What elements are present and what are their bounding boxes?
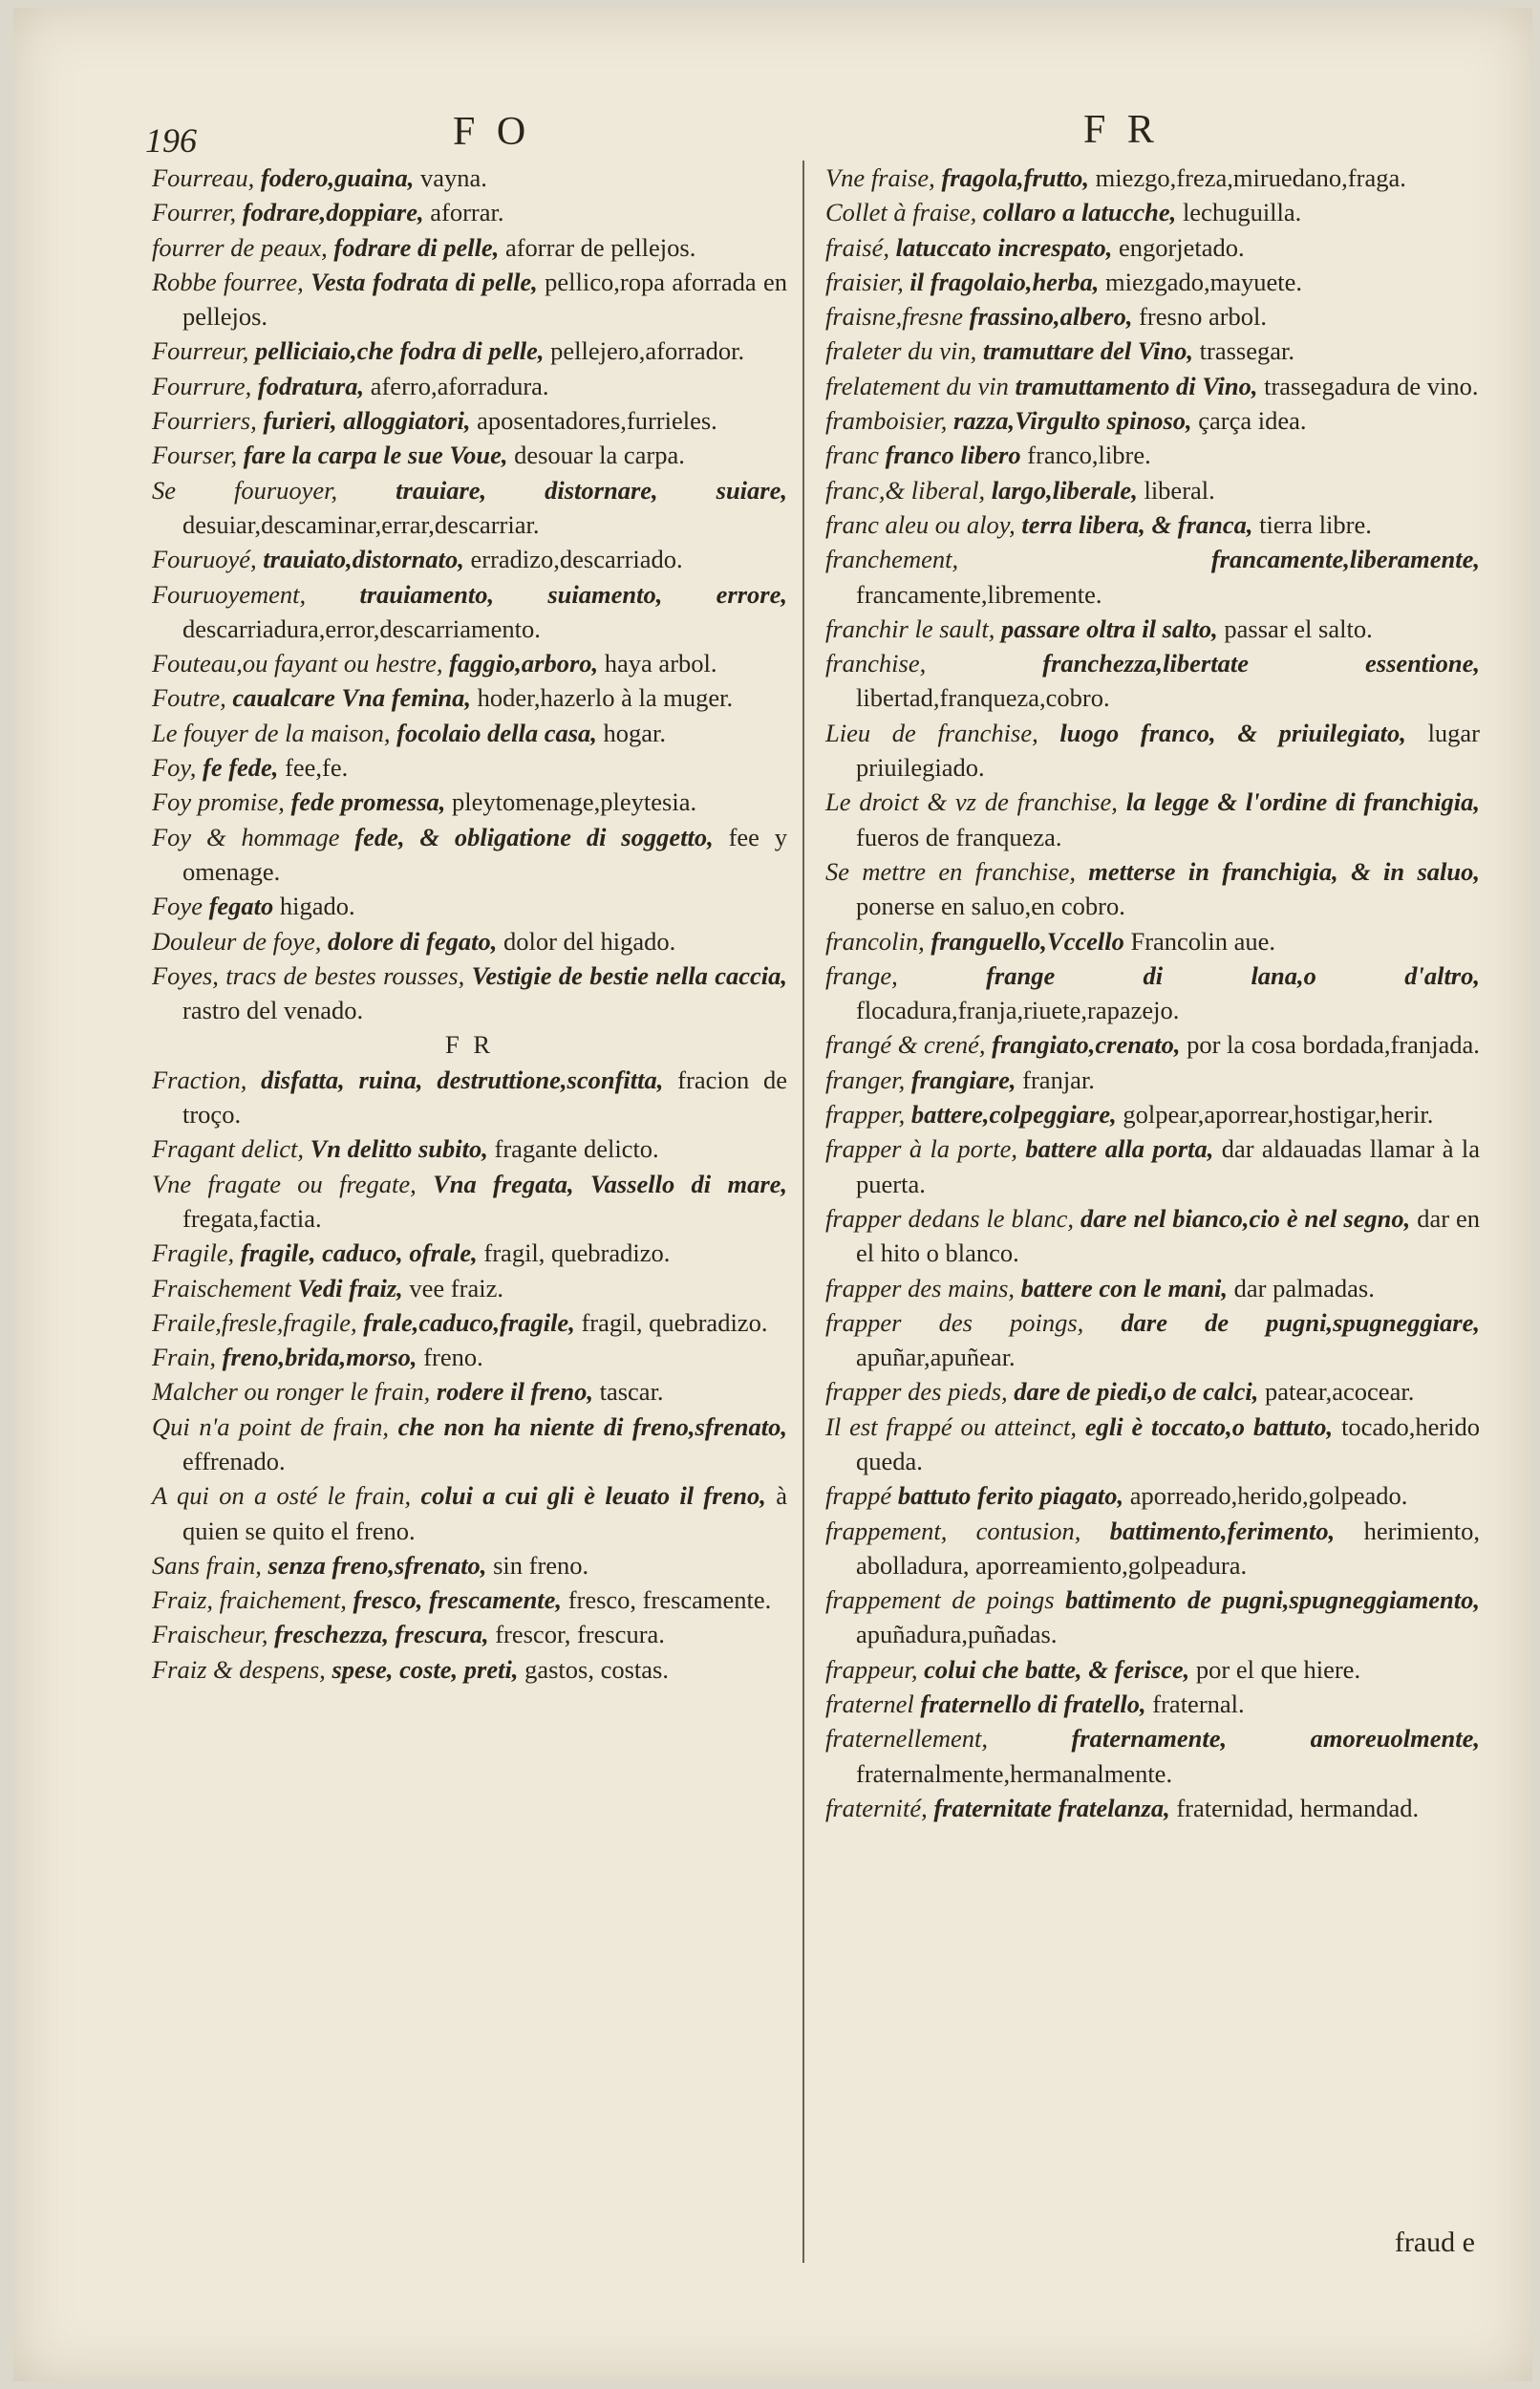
entry-fr: frapper à la porte, — [825, 1134, 1017, 1164]
entry-it: frangiato,crenato, — [992, 1030, 1181, 1060]
entry-es: descarriadura,error,descarriamento. — [182, 613, 541, 643]
entry-it: il fragolaio,herba, — [909, 267, 1100, 296]
entry-es: haya arbol. — [604, 649, 717, 678]
entry-it: freno,brida,morso, — [222, 1343, 417, 1372]
entry-fr: Fourrure, — [152, 371, 252, 400]
entry-fr: fraternel — [825, 1690, 914, 1719]
entry-it: fede, & obligatione di soggetto, — [354, 822, 714, 851]
entry-fr: frange, — [825, 960, 898, 990]
entry-it: terra libera, & franca, — [1021, 509, 1253, 539]
entry-fr: frapper dedans le blanc, — [825, 1203, 1075, 1233]
dictionary-entry — [825, 1097, 1480, 1131]
entry-it: trauiamento, suiamento, errore, — [359, 579, 787, 609]
column-rule — [802, 161, 804, 2263]
entry-it: fede promessa, — [290, 787, 446, 817]
entry-es: Francolin aue. — [1130, 926, 1276, 956]
entry-fr: Collet à fraise, — [825, 198, 977, 227]
entry-fr: Fragile, — [152, 1238, 235, 1268]
dictionary-entry — [152, 1652, 787, 1687]
entry-it: tramuttamento di Vino, — [1015, 371, 1258, 400]
entry-fr: frappement, contusion, — [825, 1516, 1081, 1545]
entry-fr: Douleur de foye, — [152, 926, 322, 956]
dictionary-entry — [152, 1131, 787, 1166]
entry-es: higado. — [279, 892, 355, 921]
entry-fr: Sans frain, — [152, 1550, 262, 1580]
entry-es: pellico,ropa aforrada en pellejos. — [182, 267, 787, 332]
dictionary-entry — [825, 1271, 1480, 1305]
dictionary-entry — [825, 265, 1480, 299]
entry-fr: Fourriers, — [152, 406, 257, 436]
dictionary-entry — [152, 1617, 787, 1651]
dictionary-entry — [825, 334, 1480, 368]
dictionary-entry — [152, 1410, 787, 1479]
dictionary-entry — [825, 1027, 1480, 1062]
entry-es: liberal. — [1144, 475, 1215, 505]
dictionary-entry — [825, 1201, 1480, 1271]
entry-fr: Il est frappé ou atteinct, — [825, 1411, 1077, 1441]
entry-fr: fraisé, — [825, 232, 889, 262]
entry-es: apuñadura,puñadas. — [856, 1620, 1058, 1649]
entry-it: dare de piedi,o de calci, — [1014, 1377, 1259, 1407]
left-column — [152, 161, 787, 1687]
entry-fr: Vne fraise, — [825, 163, 935, 192]
entry-fr: franchement, — [825, 545, 959, 574]
entry-fr: frangé & crené, — [825, 1030, 986, 1060]
entry-fr: Fourrer, — [152, 198, 237, 227]
running-header — [13, 92, 1532, 160]
dictionary-entry — [152, 924, 787, 958]
entry-fr: Frain, — [152, 1343, 216, 1372]
entry-es: pellejero,aforrador. — [550, 336, 745, 366]
entry-fr: Fouteau,ou fayant ou hestre, — [152, 649, 443, 678]
dictionary-entry — [152, 334, 787, 368]
entry-es: fresno arbol. — [1139, 302, 1268, 332]
header-left: F O — [453, 110, 532, 154]
dictionary-entry — [825, 854, 1480, 924]
entry-es: dolor del higado. — [503, 926, 676, 956]
entry-es: miezgado,mayuete. — [1105, 267, 1303, 296]
entry-it: battere con le mani, — [1020, 1273, 1229, 1302]
dictionary-entry — [825, 1374, 1480, 1409]
dictionary-entry — [152, 1167, 787, 1237]
dictionary-entry — [825, 1721, 1480, 1791]
entry-fr: Malcher ou ronger le frain, — [152, 1377, 431, 1407]
entry-es: flocadura,franja,riuete,rapazejo. — [856, 996, 1180, 1025]
dictionary-entry — [152, 1582, 787, 1617]
entry-fr: A qui on a osté le frain, — [152, 1481, 412, 1511]
entry-es: fraternalmente,hermanalmente. — [856, 1758, 1173, 1788]
entry-it: largo,liberale, — [991, 475, 1138, 505]
dictionary-entry — [825, 1063, 1480, 1097]
entry-it: fresco, frescamente, — [353, 1585, 563, 1615]
dictionary-entry — [152, 1236, 787, 1270]
entry-es: vayna. — [419, 163, 487, 192]
entry-it: battere alla porta, — [1025, 1134, 1214, 1164]
dictionary-entry — [152, 1374, 787, 1409]
dictionary-entry — [152, 1340, 787, 1374]
dictionary-entry — [825, 438, 1480, 472]
entry-es: desouar la carpa. — [514, 441, 685, 470]
entry-es: tocado,herido queda. — [856, 1411, 1481, 1475]
entry-fr: Se fouruoyer, — [152, 475, 338, 505]
entry-es: dar en el hito o blanco. — [856, 1203, 1480, 1268]
entry-es: aposentadores,furrieles. — [477, 406, 717, 436]
dictionary-entry — [152, 403, 787, 438]
entry-it: fraternello di fratello, — [920, 1690, 1146, 1719]
entry-it: fragile, caduco, ofrale, — [240, 1238, 478, 1268]
entry-es: effrenado. — [182, 1446, 286, 1475]
entry-es: tierra libre. — [1259, 509, 1372, 539]
entry-it: fodero,guaina, — [260, 163, 415, 192]
entry-it: fraternamente, amoreuolmente, — [1071, 1724, 1481, 1754]
entry-es: trassegar. — [1199, 336, 1294, 366]
entry-it: metterse in franchigia, & in saluo, — [1088, 856, 1480, 886]
dictionary-entry — [152, 230, 787, 265]
entry-es: frescor, frescura. — [495, 1620, 665, 1649]
entry-it: Vesta fodrata di pelle, — [310, 267, 538, 296]
dictionary-entry — [825, 646, 1480, 716]
entry-fr: fraisne,fresne — [825, 302, 964, 332]
entry-it: collaro a latucche, — [982, 198, 1177, 227]
entry-es: erradizo,descarriado. — [470, 545, 683, 574]
entry-fr: Fraiz & despens, — [152, 1654, 326, 1684]
entry-fr: frelatement du vin — [825, 371, 1009, 400]
catchword: fraud e — [1394, 2227, 1475, 2258]
entry-it: disfatta, ruina, destruttione,sconfitta, — [261, 1065, 664, 1094]
entry-es: herimiento, abolladura, aporreamiento,golpeadura. — [856, 1516, 1481, 1580]
dictionary-entry — [825, 1410, 1480, 1479]
entry-es: aforrar de pellejos. — [504, 232, 696, 262]
entry-es: vee fraiz. — [409, 1273, 503, 1302]
entry-es: rastro del venado. — [182, 996, 364, 1025]
entry-it: trauiare, distornare, suiare, — [396, 475, 787, 505]
dictionary-entry — [825, 161, 1480, 195]
entry-es: por el que hiere. — [1195, 1654, 1361, 1684]
dictionary-entry — [825, 716, 1480, 786]
entry-it: Vn delitto subito, — [310, 1134, 488, 1164]
dictionary-entry — [825, 299, 1480, 334]
entry-fr: frapper des mains, — [825, 1273, 1016, 1302]
dictionary-entry — [825, 507, 1480, 542]
dictionary-entry — [152, 889, 787, 923]
entry-es: engorjetado. — [1118, 232, 1245, 262]
entry-fr: fraternellement, — [825, 1724, 988, 1754]
entry-fr: Fragant delict, — [152, 1134, 304, 1164]
entry-it: senza freno,sfrenato, — [267, 1550, 487, 1580]
dictionary-entry — [825, 1478, 1480, 1513]
entry-es: sin freno. — [493, 1550, 589, 1580]
entry-fr: fourrer de peaux, — [152, 232, 328, 262]
dictionary-entry — [825, 1131, 1480, 1201]
entry-it: dare nel bianco,cio è nel segno, — [1080, 1203, 1411, 1233]
entry-it: franco libero — [885, 441, 1021, 470]
entry-es: lechuguilla. — [1182, 198, 1302, 227]
entry-es: trassegadura de vino. — [1264, 371, 1479, 400]
entry-es: aforrar. — [430, 198, 504, 227]
dictionary-entry — [152, 1063, 787, 1132]
entry-fr: Se mettre en franchise, — [825, 856, 1076, 886]
entry-es: golpear,aporrear,hostigar,herir. — [1123, 1100, 1434, 1130]
entry-fr: frappement de poings — [825, 1585, 1055, 1615]
entry-it: frangiare, — [910, 1065, 1016, 1094]
entry-fr: Qui n'a point de frain, — [152, 1411, 390, 1441]
entry-es: pleytomenage,pleytesia. — [452, 787, 697, 817]
entry-it: fodrare,doppiare, — [242, 198, 424, 227]
dictionary-entry — [152, 473, 787, 543]
dictionary-entry — [825, 473, 1480, 507]
entry-es: franjar. — [1022, 1065, 1095, 1094]
dictionary-entry — [825, 403, 1480, 438]
entry-it: frale,caduco,fragile, — [363, 1307, 575, 1337]
entry-fr: Foye — [152, 892, 203, 921]
entry-it: che non ha niente di freno,sfrenato, — [397, 1411, 787, 1441]
dictionary-page — [13, 8, 1532, 2381]
dictionary-entry — [152, 369, 787, 403]
entry-fr: franc,& liberal, — [825, 475, 986, 505]
entry-it: Vna fregata, Vassello di mare, — [433, 1169, 788, 1198]
entry-fr: Fraiz, fraichement, — [152, 1585, 347, 1615]
entry-es: freno. — [423, 1343, 483, 1372]
entry-fr: franc aleu ou aloy, — [825, 509, 1016, 539]
entry-es: francamente,libremente. — [856, 579, 1102, 609]
dictionary-entry — [152, 1478, 787, 1548]
entry-es: fragil, quebradizo. — [483, 1238, 671, 1268]
dictionary-entry — [152, 750, 787, 785]
dictionary-entry — [825, 924, 1480, 958]
entry-fr: frapper des pieds, — [825, 1377, 1008, 1407]
entry-it: frange di lana,o d'altro, — [986, 960, 1480, 990]
entry-it: colui a cui gli è leuato il freno, — [420, 1481, 766, 1511]
entry-es: apuñar,apuñear. — [856, 1343, 1016, 1372]
entry-it: trauiato,distornato, — [263, 545, 464, 574]
dictionary-entry — [152, 577, 787, 647]
entry-it: Vestigie de bestie nella caccia, — [471, 960, 788, 990]
entry-fr: Fouruoyé, — [152, 545, 257, 574]
entry-es: desuiar,descaminar,errar,descarriar. — [182, 509, 540, 539]
entry-es: à quien se quito el freno. — [182, 1481, 787, 1545]
entry-fr: Fraction, — [152, 1065, 247, 1094]
entry-it: colui che batte, & ferisce, — [924, 1654, 1190, 1684]
right-column — [825, 161, 1480, 1825]
dictionary-entry — [825, 1652, 1480, 1687]
entry-fr: Fourreur, — [152, 336, 249, 366]
entry-fr: framboisier, — [825, 406, 948, 436]
entry-it: fe fede, — [203, 753, 279, 783]
entry-es: fracion de troço. — [182, 1065, 787, 1130]
entry-it: fegato — [208, 892, 274, 921]
entry-es: fresco, frescamente. — [567, 1585, 772, 1615]
entry-it: freschezza, frescura, — [274, 1620, 489, 1649]
dictionary-entry — [152, 958, 787, 1028]
entry-it: battimento,ferimento, — [1109, 1516, 1336, 1545]
entry-fr: frappeur, — [825, 1654, 918, 1684]
entry-es: fee y omenage. — [182, 822, 787, 886]
dictionary-entry — [152, 161, 787, 195]
entry-fr: Fraile,fresle,fragile, — [152, 1307, 357, 1337]
entry-it: fraternitate fratelanza, — [933, 1793, 1170, 1822]
entry-es: gastos, costas. — [524, 1654, 669, 1684]
dictionary-entry — [152, 785, 787, 819]
dictionary-entry — [825, 785, 1480, 854]
entry-fr: Foy, — [152, 753, 197, 783]
dictionary-entry — [825, 1305, 1480, 1375]
entry-es: ponerse en saluo,en cobro. — [856, 892, 1125, 921]
entry-fr: franchir le sault, — [825, 613, 995, 643]
dictionary-entry — [825, 1791, 1480, 1825]
section-heading: F R — [444, 1030, 495, 1060]
dictionary-entry — [152, 716, 787, 750]
entry-it: battere,colpeggiare, — [910, 1100, 1117, 1130]
entry-fr: Fourser, — [152, 441, 238, 470]
dictionary-entry — [825, 542, 1480, 612]
entry-es: dar aldauadas llamar à la puerta. — [856, 1134, 1481, 1198]
entry-es: fueros de franqueza. — [856, 822, 1062, 851]
entry-it: tramuttare del Vino, — [982, 336, 1194, 366]
entry-es: patear,acocear. — [1264, 1377, 1415, 1407]
entry-fr: fraternité, — [825, 1793, 928, 1822]
entry-fr: fraisier, — [825, 267, 904, 296]
entry-es: passar el salto. — [1224, 613, 1373, 643]
entry-fr: Le fouyer de la maison, — [152, 718, 391, 747]
entry-es: çarça idea. — [1198, 406, 1307, 436]
dictionary-entry — [152, 542, 787, 576]
entry-it: dolore di fegato, — [327, 926, 498, 956]
entry-it: latuccato increspato, — [895, 232, 1113, 262]
entry-it: pelliciaio,che fodra di pelle, — [254, 336, 545, 366]
entry-it: fodrare di pelle, — [333, 232, 500, 262]
entry-es: aferro,aforradura. — [370, 371, 549, 400]
entry-it: franchezza,libertate essentione, — [1042, 649, 1480, 678]
entry-it: spese, coste, preti, — [332, 1654, 519, 1684]
entry-fr: Lieu de franchise, — [825, 718, 1038, 747]
entry-fr: frappé — [825, 1481, 892, 1511]
entry-es: lugar priuilegiado. — [856, 718, 1481, 783]
entry-it: luogo franco, & priuilegiato, — [1059, 718, 1406, 747]
entry-it: egli è toccato,o battuto, — [1084, 1411, 1334, 1441]
dictionary-entry — [825, 369, 1480, 403]
entry-fr: Le droict & vz de franchise, — [825, 787, 1118, 817]
entry-it: Vedi fraiz, — [297, 1273, 403, 1302]
entry-it: caualcare Vna femina, — [232, 683, 471, 713]
entry-fr: frapper, — [825, 1100, 906, 1130]
entry-fr: Robbe fourree, — [152, 267, 304, 296]
entry-fr: Fraischeur, — [152, 1620, 268, 1649]
entry-it: fragola,frutto, — [941, 163, 1090, 192]
dictionary-entry — [152, 1548, 787, 1582]
entry-it: francamente,liberamente, — [1210, 545, 1480, 574]
dictionary-entry — [825, 230, 1480, 265]
dictionary-entry — [825, 612, 1480, 646]
header-right: F R — [1083, 108, 1160, 152]
entry-es: dar palmadas. — [1233, 1273, 1375, 1302]
entry-fr: Foy & hommage — [152, 822, 340, 851]
entry-es: fee,fe. — [285, 753, 349, 783]
entry-it: focolaio della casa, — [396, 718, 597, 747]
entry-es: libertad,franqueza,cobro. — [856, 683, 1110, 713]
entry-es: fragil, quebradizo. — [581, 1307, 768, 1337]
dictionary-entry — [152, 820, 787, 890]
entry-it: battuto ferito piagato, — [897, 1481, 1124, 1511]
dictionary-entry — [152, 1305, 787, 1340]
dictionary-entry — [152, 680, 787, 715]
entry-fr: fraleter du vin, — [825, 336, 977, 366]
dictionary-entry — [825, 1514, 1480, 1583]
page-number: 196 — [145, 121, 197, 160]
dictionary-entry — [825, 195, 1480, 229]
entry-it: razza,Virgulto spinoso, — [953, 406, 1192, 436]
entry-fr: Foy promise, — [152, 787, 285, 817]
entry-fr: Fraischement — [152, 1273, 291, 1302]
dictionary-entry — [152, 438, 787, 472]
entry-es: hogar. — [603, 718, 667, 747]
entry-it: battimento de pugni,spugneggiamento, — [1065, 1585, 1480, 1615]
entry-it: fodratura, — [257, 371, 365, 400]
entry-fr: francolin, — [825, 926, 925, 956]
entry-fr: Foyes, tracs de bestes rousses, — [152, 960, 465, 990]
entry-es: miezgo,freza,miruedano,fraga. — [1095, 163, 1406, 192]
entry-fr: franchise, — [825, 649, 927, 678]
entry-fr: franger, — [825, 1065, 906, 1094]
entry-it: rodere il freno, — [436, 1377, 593, 1407]
entry-es: tascar. — [599, 1377, 664, 1407]
entry-es: fraternidad, hermandad. — [1176, 1793, 1420, 1822]
dictionary-entry — [152, 646, 787, 680]
dictionary-entry — [152, 1271, 787, 1305]
entry-it: faggio,arboro, — [449, 649, 599, 678]
dictionary-entry — [152, 265, 787, 334]
entry-es: aporreado,herido,golpeado. — [1129, 1481, 1408, 1511]
entry-it: frassino,albero, — [969, 302, 1133, 332]
entry-fr: Fourreau, — [152, 163, 255, 192]
entry-it: passare oltra il salto, — [1001, 613, 1218, 643]
entry-es: fragante delicto. — [494, 1134, 659, 1164]
dictionary-entry — [825, 958, 1480, 1028]
entry-fr: Foutre, — [152, 683, 226, 713]
entry-it: dare de pugni,spugneggiare, — [1121, 1307, 1481, 1337]
entry-fr: Fouruoyement, — [152, 579, 307, 609]
entry-fr: frapper des poings, — [825, 1307, 1084, 1337]
dictionary-entry — [825, 1582, 1480, 1652]
dictionary-entry — [152, 195, 787, 229]
entry-fr: franc — [825, 441, 879, 470]
entry-fr: Vne fragate ou fregate, — [152, 1169, 417, 1198]
entry-es: fraternal. — [1152, 1690, 1245, 1719]
dictionary-entry — [825, 1687, 1480, 1721]
entry-it: la legge & l'ordine di franchigia, — [1125, 787, 1481, 817]
entry-es: por la cosa bordada,franjada. — [1187, 1030, 1480, 1060]
entry-es: hoder,hazerlo à la muger. — [477, 683, 734, 713]
entry-es: fregata,factia. — [182, 1203, 322, 1233]
entry-it: fare la carpa le sue Voue, — [243, 441, 508, 470]
entry-it: franguello,Vccello — [930, 926, 1124, 956]
entry-it: furieri, alloggiatori, — [263, 406, 471, 436]
entry-es: franco,libre. — [1027, 441, 1151, 470]
